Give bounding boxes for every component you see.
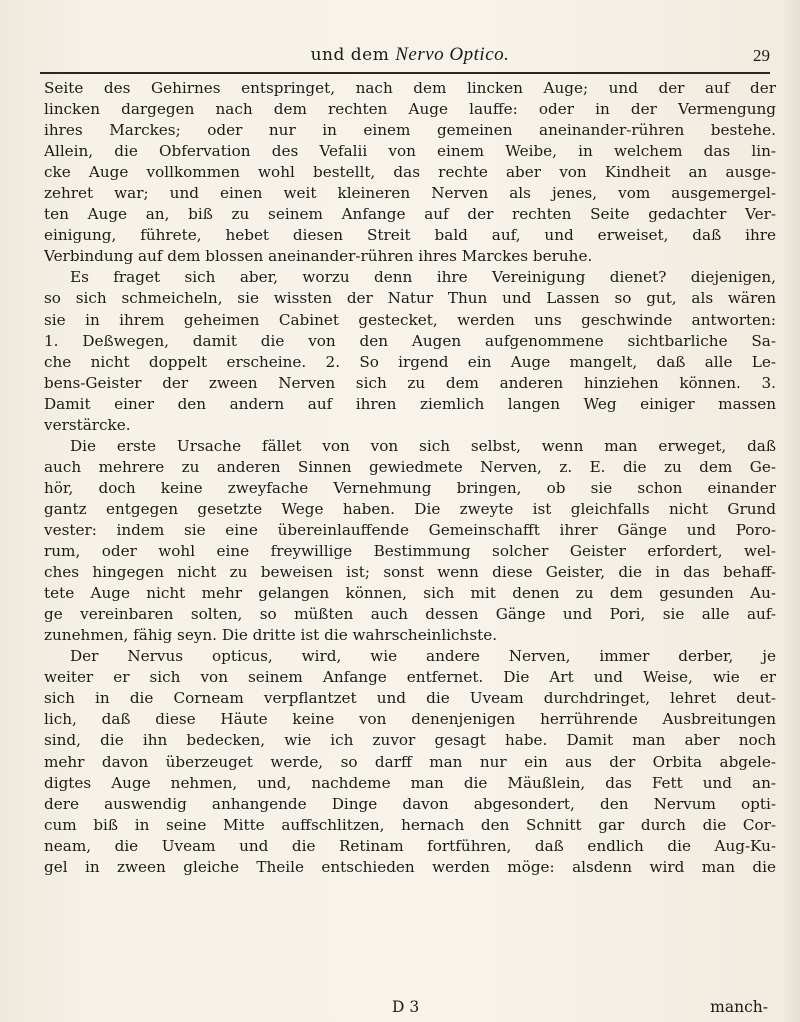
text-line xyxy=(44,878,776,899)
text-line: 1. Deßwegen, damit die von den Augen aufgenommene sichtbarliche Sa- xyxy=(44,331,776,350)
text-line: verstärcke. xyxy=(44,415,131,434)
text-line: sich in die Corneam verpflantzet und die Uveam durchdringet, lehret deut- xyxy=(44,689,776,708)
text-line: so sich schmeicheln, sie wissten der Natur Thun und Lassen so gut, als wären xyxy=(44,289,776,308)
text-line: ten Auge an, biß zu seinem Anfange auf der rechten Seite gedachter Ver- xyxy=(44,205,776,224)
text-line: ihres Marckes; oder nur in einem gemeinen aneinander-rühren bestehe. xyxy=(44,121,776,140)
text-line: ches hingegen nicht zu beweisen ist; sonst wenn diese Geister, die in das behaff- xyxy=(44,563,776,582)
text-line: lincken dargegen nach dem rechten Auge lauffe: oder in der Vermengung xyxy=(44,100,776,119)
page-header xyxy=(40,44,780,70)
text-line: auch mehrere zu anderen Sinnen gewiedmete Nerven, z. E. die zu dem Ge- xyxy=(44,457,776,476)
text-line: dere auswendig anhangende Dinge davon abgesondert, den Nervum opti- xyxy=(44,794,776,813)
text-line: cke Auge vollkommen wohl bestellt, das rechte aber von Kindheit an ausge- xyxy=(44,163,776,182)
text-line: weiter er sich von seinem Anfange entfernet. Die Art und Weise, wie er xyxy=(44,668,776,687)
text-line: Die erste Ursache fället von von sich selbst, wenn man erweget, daß xyxy=(70,436,776,455)
text-line: Seite des Gehirnes entspringet, nach dem lincken Auge; und der auf der xyxy=(44,79,776,97)
header-rule xyxy=(40,72,770,74)
running-title-latin: Nervo Optico. xyxy=(395,44,510,65)
text-line: cum biß in seine Mitte auffschlitzen, hernach den Schnitt gar durch die Cor- xyxy=(44,815,776,834)
text-line: Damit einer den andern auf ihren ziemlich langen Weg einiger massen xyxy=(44,394,776,413)
text-line: Es fraget sich aber, worzu denn ihre Vereinigung dienet? diejenigen, xyxy=(70,268,776,287)
signature-mark: D 3 xyxy=(392,998,420,1016)
text-line: digtes Auge nehmen, und, nachdeme man die Mäußlein, das Fett und an- xyxy=(44,773,776,792)
text-line: bens-Geister der zween Nerven sich zu dem anderen hinziehen können. 3. xyxy=(44,373,776,392)
page-footer xyxy=(44,998,776,1018)
text-line: mehr davon überzeuget werde, so darff man nur ein aus der Orbita abgele- xyxy=(44,752,776,771)
text-line: zehret war; und einen weit kleineren Nerven als jenes, vom ausgemergel- xyxy=(44,184,776,203)
text-line: ge vereinbaren solten, so müßten auch dessen Gänge und Pori, sie alle auf- xyxy=(44,605,776,624)
text-line: gantz entgegen gesetzte Wege haben. Die zweyte ist gleichfalls nicht Grund xyxy=(44,499,776,518)
text-line: tete Auge nicht mehr gelangen können, sich mit denen zu dem gesunden Au- xyxy=(44,584,776,603)
page-edge-shadow xyxy=(782,0,800,1022)
text-line: rum, oder wohl eine freywillige Bestimmung solcher Geister erfordert, wel- xyxy=(44,542,776,561)
text-line: lich, daß diese Häute keine von denenjenigen herrührende Ausbreitungen xyxy=(44,710,776,729)
catchword: manch- xyxy=(710,998,768,1016)
running-title xyxy=(40,44,780,66)
running-title-prefix: und dem xyxy=(310,45,396,65)
text-line: Der Nervus opticus, wird, wie andere Nerven, immer derber, je xyxy=(70,647,776,666)
text-line: Allein, die Obfervation des Vefalii von einem Weibe, in welchem das lin- xyxy=(44,142,776,161)
text-line: vester: indem sie eine übereinlauffende Gemeinschafft ihrer Gänge und Poro- xyxy=(44,520,776,539)
text-line: Verbindung auf dem blossen aneinander-rühren ihres Marckes beruhe. xyxy=(44,247,593,266)
page-number: 29 xyxy=(753,46,770,65)
text-line: einigung, führete, hebet diesen Streit bald auf, und erweiset, daß ihre xyxy=(44,226,776,245)
text-line: neam, die Uveam und die Retinam fortführen, daß endlich die Aug-Ku- xyxy=(44,836,776,855)
text-line: hör, doch keine zweyfache Vernehmung bringen, ob sie schon einander xyxy=(44,478,776,497)
text-line: gel in zween gleiche Theile entschieden werden möge: alsdenn wird man die xyxy=(44,857,776,876)
text-line: sind, die ihn bedecken, wie ich zuvor gesagt habe. Damit man aber noch xyxy=(44,731,776,750)
text-line: che nicht doppelt erscheine. 2. So irgend ein Auge mangelt, daß alle Le- xyxy=(44,352,776,371)
text-line: sie in ihrem geheimen Cabinet gestecket, werden uns geschwinde antworten: xyxy=(44,310,776,329)
body-text xyxy=(44,78,776,899)
text-line: zunehmen, fähig seyn. Die dritte ist die wahrscheinlichste. xyxy=(44,626,498,645)
